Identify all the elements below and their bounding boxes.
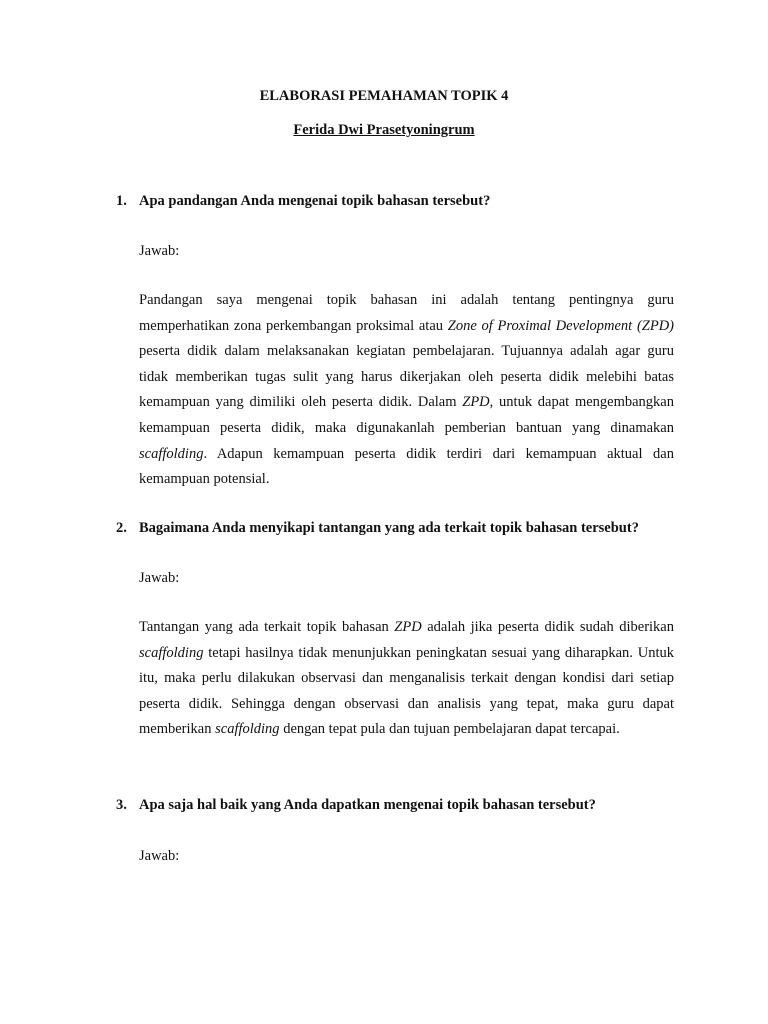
question-text: Apa saja hal baik yang Anda dapatkan mengenai topik bahasan tersebut? <box>139 797 596 813</box>
answer-text: tetapi hasilnya tidak menunjukkan peningkatan sesuai yang diharapkan. Untuk itu, maka perlu dilakukan observasi dan menganalisis terkait dengan kondisi dari setiap peserta didik. Sehingga dengan observasi dan analisis yang tepat, maka guru dapat memberikan <box>139 644 674 738</box>
answer-text: adalah jika peserta didik sudah diberikan <box>421 619 674 635</box>
answer-text: Tantangan yang ada terkait topik bahasan <box>139 619 395 635</box>
answer-text: peserta didik dalam melaksanakan kegiatan pembelajaran. Tujuannya adalah agar guru tidak memberikan tugas sulit yang harus dikerjakan oleh peserta didik melebihi batas kemampuan yang dimiliki oleh peserta didik. Dalam <box>139 343 674 411</box>
answer-italic: scaffolding <box>139 644 204 661</box>
question-text: Apa pandangan Anda mengenai topik bahasan tersebut? <box>139 193 491 209</box>
answer-italic: ZPD <box>462 394 490 411</box>
answer-text: Pandangan saya mengenai topik bahasan ini adalah tentang pentingnya guru memperhatikan zona perkembangan proksimal atau <box>139 292 674 334</box>
question-number: 3. <box>116 797 127 813</box>
document-title: ELABORASI PEMAHAMAN TOPIK 4 <box>259 88 509 104</box>
answer-text: . Adapun kemampuan peserta didik terdiri dari kemampuan aktual dan kemampuan potensial. <box>139 445 674 488</box>
question-number: 2. <box>116 520 127 536</box>
question-3 <box>116 797 696 814</box>
answer-label-1: Jawab: <box>139 243 180 259</box>
answer-label-3: Jawab: <box>139 848 180 864</box>
question-1 <box>116 193 696 210</box>
author-name-text: Ferida Dwi Prasetyoningrum <box>293 122 475 138</box>
answer-label-2: Jawab: <box>139 570 180 586</box>
answer-italic: ZPD <box>394 619 422 635</box>
answer-italic: scaffolding <box>215 721 280 738</box>
question-2 <box>116 520 696 537</box>
answer-2 <box>139 615 674 743</box>
question-number: 1. <box>116 193 127 209</box>
answer-text: dengan tepat pula dan tujuan pembelajaran dapat tercapai. <box>279 721 620 738</box>
author-name <box>0 122 768 139</box>
answer-italic: scaffolding <box>139 445 204 462</box>
answer-italic: Zone of Proximal Development (ZPD) <box>447 317 675 334</box>
question-text: Bagaimana Anda menyikapi tantangan yang ada terkait topik bahasan tersebut? <box>139 520 639 536</box>
answer-1 <box>139 288 674 493</box>
answer-text: , untuk dapat mengembangkan kemampuan peserta didik, maka digunakanlah pemberian bantuan yang dinamakan <box>139 394 674 436</box>
